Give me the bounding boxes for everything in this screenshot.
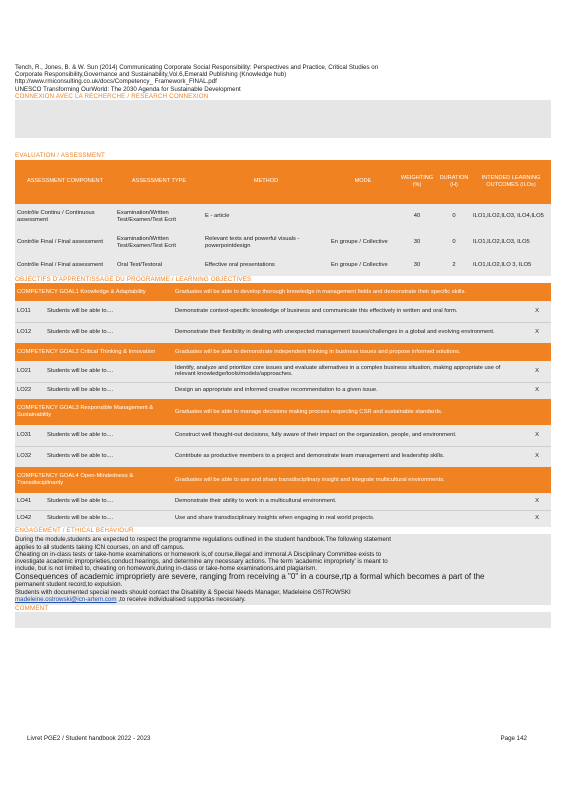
type-cell: Oral Test/Testoral bbox=[115, 256, 203, 276]
lo-label: Students will be able to.... bbox=[45, 382, 173, 399]
competency-goal-row bbox=[15, 467, 551, 493]
competency-label: COMPETENCY GOAL4 Open-Mindedness & Transdisciplinarity bbox=[15, 467, 173, 493]
lo-label: Students will be able to.... bbox=[45, 301, 173, 322]
learning-outcome-row bbox=[15, 361, 551, 382]
competency-goal-row bbox=[15, 343, 551, 361]
type-cell: Examination/Written Test/Examen/Test Ecrit bbox=[115, 230, 203, 256]
lo-text: Use and share transdisciplinary insights when engaging in real world projects. bbox=[173, 510, 523, 527]
footer-handbook-label: Livret PGE2 / Student handbook 2022 - 2023 bbox=[27, 735, 151, 742]
learning-outcome-row bbox=[15, 493, 551, 510]
reference-line: Tench, R., Jones, B. & W. Sun (2014) Communicating Corporate Social Responsibility: Perspectives and Practice, Critical Studies on bbox=[15, 64, 379, 71]
engagement-line: During the module,students are expected to respect the programme regulations outlined in the student handbook.The following statement bbox=[15, 536, 391, 544]
lo-text: Demonstrate their ability to work in a multicultural environment. bbox=[173, 493, 523, 510]
page-footer bbox=[27, 735, 527, 742]
lo-label: Students will be able to.... bbox=[45, 446, 173, 467]
header-cell: WEIGHTING (%) bbox=[397, 160, 437, 204]
lo-label: Students will be able to.... bbox=[45, 322, 173, 343]
competency-statement: Graduates will be able to develop thorough knowledge in management fields and demonstrate their specific skills. bbox=[173, 283, 551, 301]
comment-box bbox=[15, 612, 551, 628]
ilo-cell: ILO1,ILO2,ILO 3, ILO5 bbox=[471, 256, 551, 276]
weight-cell: 40 bbox=[397, 204, 437, 230]
assessment-header-row bbox=[15, 160, 551, 204]
contact-tail: ,to receive individualised supportas necessary. bbox=[118, 595, 246, 603]
duration-cell: 0 bbox=[437, 204, 471, 230]
weight-cell: 30 bbox=[397, 256, 437, 276]
method-cell: E - article bbox=[203, 204, 329, 230]
lo-code: LO31 bbox=[15, 425, 45, 446]
engagement-line: applies to all students taking ICN courses, on and off campus. bbox=[15, 543, 185, 551]
type-cell: Examination/Written Test/Examen/Test Ecrit bbox=[115, 204, 203, 230]
learning-outcome-row bbox=[15, 446, 551, 467]
mode-cell: En groupe / Collective bbox=[329, 256, 397, 276]
ilo-cell: ILO1,ILO2,ILO3, ILO5 bbox=[471, 230, 551, 256]
competency-label: COMPETENCY GOAL3 Responsible Management & Sustainability bbox=[15, 399, 173, 425]
reference-line: Corporate Responsibility,Governance and Sustainability,Vol.6,Emerald Publishing (Knowledge hub) bbox=[15, 71, 287, 79]
objectives-heading: OBJECTIFS D'APPRENTISSAGE DU PROGRAMME / LEARNING OBJECTIVES bbox=[15, 275, 252, 283]
page-number: Page 142 bbox=[500, 735, 527, 742]
header-cell: MODE bbox=[329, 160, 397, 204]
lo-code: LO21 bbox=[15, 361, 45, 382]
assessment-row bbox=[15, 230, 551, 256]
competency-statement: Graduates will be able to use and share transdisciplinary insight and integrate multicultural environments. bbox=[173, 467, 551, 493]
assessment-row bbox=[15, 256, 551, 276]
lo-mark: X bbox=[523, 301, 551, 322]
lo-mark: X bbox=[523, 446, 551, 467]
engagement-box bbox=[15, 534, 551, 605]
competency-statement: Graduates will be able to demonstrate independent thinking in business issues and propose informed solutions. bbox=[173, 343, 551, 361]
learning-objectives-table bbox=[15, 283, 551, 527]
engagement-heading: ENGAGEMENT / ETHICAL BEHAVIOUR bbox=[15, 527, 134, 535]
component-cell: Contrôle Final / Final assessment bbox=[15, 256, 115, 276]
learning-outcome-row bbox=[15, 322, 551, 343]
competency-goal-row bbox=[15, 399, 551, 425]
page-content bbox=[15, 64, 551, 628]
lo-code: LO22 bbox=[15, 382, 45, 399]
lo-mark: X bbox=[523, 425, 551, 446]
header-cell: DURATION (H) bbox=[437, 160, 471, 204]
competency-label: COMPETENCY GOAL2 Critical Thinking & Innovation bbox=[15, 343, 173, 361]
lo-text: Identify, analyze and prioritize core issues and evaluate alternatives in a complex business situation, making appropriate use of relevant knowledge/tools/models/approaches. bbox=[173, 361, 523, 382]
reference-line: UNESCO Transforming OurWorld: The 2030 Agenda for Sustainable Development bbox=[15, 85, 241, 93]
header-cell: ASSESSMENT TYPE bbox=[115, 160, 203, 204]
lo-code: LO32 bbox=[15, 446, 45, 467]
lo-text: Demonstrate their flexibility in dealing with unexpected management issues/challenges in a global and evolving environment. bbox=[173, 322, 523, 343]
engagement-line: Cheating on in-class tests or take-home examinations or homework is,of course,illegal and immoral.A Disciplinary Committee exists to bbox=[15, 550, 382, 558]
comment-heading: COMMENT bbox=[15, 605, 49, 613]
engagement-contact-line bbox=[15, 596, 551, 603]
mode-cell: En groupe / Collective bbox=[329, 230, 397, 256]
lo-code: LO12 bbox=[15, 322, 45, 343]
competency-statement: Graduates will be able to manage decisions making process respecting CSR and sustainable standards. bbox=[173, 399, 551, 425]
lo-mark: X bbox=[523, 322, 551, 343]
reference-link[interactable]: http://www.rmiconsulting.co.uk/docs/Competency_ Framework_FINAL.pdf bbox=[15, 78, 217, 86]
engagement-line: Students with documented special needs should contact the Disability & Special Needs Manager, Madeleine OSTROWSKI bbox=[15, 588, 351, 596]
lo-mark: X bbox=[523, 493, 551, 510]
lo-code: LO41 bbox=[15, 493, 45, 510]
lo-label: Students will be able to.... bbox=[45, 361, 173, 382]
references-block bbox=[15, 64, 551, 93]
engagement-consequences: Consequences of academic impropriety are severe, ranging from receiving a "0" in a course,rtp a formal which becomes a part of the bbox=[15, 572, 485, 582]
mode-cell bbox=[329, 204, 397, 230]
connexion-heading: CONNEXION AVEC LA RECHERCHE / RESEARCH CONNEXION bbox=[15, 92, 209, 100]
header-cell: INTENDED LEARNING OUTCOMES (ILOs) bbox=[471, 160, 551, 204]
evaluation-heading: EVALUATION / ASSESSMENT bbox=[15, 152, 105, 160]
ilo-cell: ILO1,ILO2,ILO3, ILO4,ILO5 bbox=[471, 204, 551, 230]
connexion-content-box bbox=[15, 100, 551, 138]
learning-outcome-row bbox=[15, 301, 551, 322]
lo-text: Demonstrate context-specific knowledge of business and communicate this effectively in written and oral form. bbox=[173, 301, 523, 322]
component-cell: Contrôle Final / Final assessment bbox=[15, 230, 115, 256]
duration-cell: 2 bbox=[437, 256, 471, 276]
competency-label: COMPETENCY GOAL1 Knowledge & Adaptability bbox=[15, 283, 173, 301]
component-cell: Contrôle Continu / Continuous assessment bbox=[15, 204, 115, 230]
assessment-table bbox=[15, 160, 551, 276]
lo-label: Students will be able to.... bbox=[45, 425, 173, 446]
lo-text: Design an appropriate and informed creative recommendation to a given issue. bbox=[173, 382, 523, 399]
lo-label: Students will be able to.... bbox=[45, 510, 173, 527]
header-cell: ASSESSMENT COMPONENT bbox=[15, 160, 115, 204]
engagement-line: permanent student record,to expulsion. bbox=[15, 581, 123, 589]
contact-email-link[interactable]: madeleine.ostrowski@icn-artem.com bbox=[15, 595, 117, 603]
engagement-line: include, but is not limited to, cheating on homework,during in-class or take-home examinations,and plagiarism. bbox=[15, 565, 317, 573]
lo-mark: X bbox=[523, 361, 551, 382]
learning-outcome-row bbox=[15, 382, 551, 399]
lo-mark: X bbox=[523, 382, 551, 399]
engagement-line: investigate academic improprieties,conduct hearings, and determine any necessary actions. The term 'academic impropriety' is meant to bbox=[15, 558, 388, 566]
lo-code: LO11 bbox=[15, 301, 45, 322]
lo-mark: X bbox=[523, 510, 551, 527]
lo-text: Contribute as productive members to a project and demonstrate team management and leadership skills. bbox=[173, 446, 523, 467]
learning-outcome-row bbox=[15, 510, 551, 527]
lo-code: LO42 bbox=[15, 510, 45, 527]
method-cell: Relevant texts and powerful visuals - powerpointdesign bbox=[203, 230, 329, 256]
lo-text: Construct well thought-out decisions, fully aware of their impact on the organization, people, and environment. bbox=[173, 425, 523, 446]
duration-cell: 0 bbox=[437, 230, 471, 256]
lo-label: Students will be able to.... bbox=[45, 493, 173, 510]
learning-outcome-row bbox=[15, 425, 551, 446]
method-cell: Effective oral presentations bbox=[203, 256, 329, 276]
header-cell: METHOD bbox=[203, 160, 329, 204]
assessment-row bbox=[15, 204, 551, 230]
competency-goal-row bbox=[15, 283, 551, 301]
weight-cell: 30 bbox=[397, 230, 437, 256]
